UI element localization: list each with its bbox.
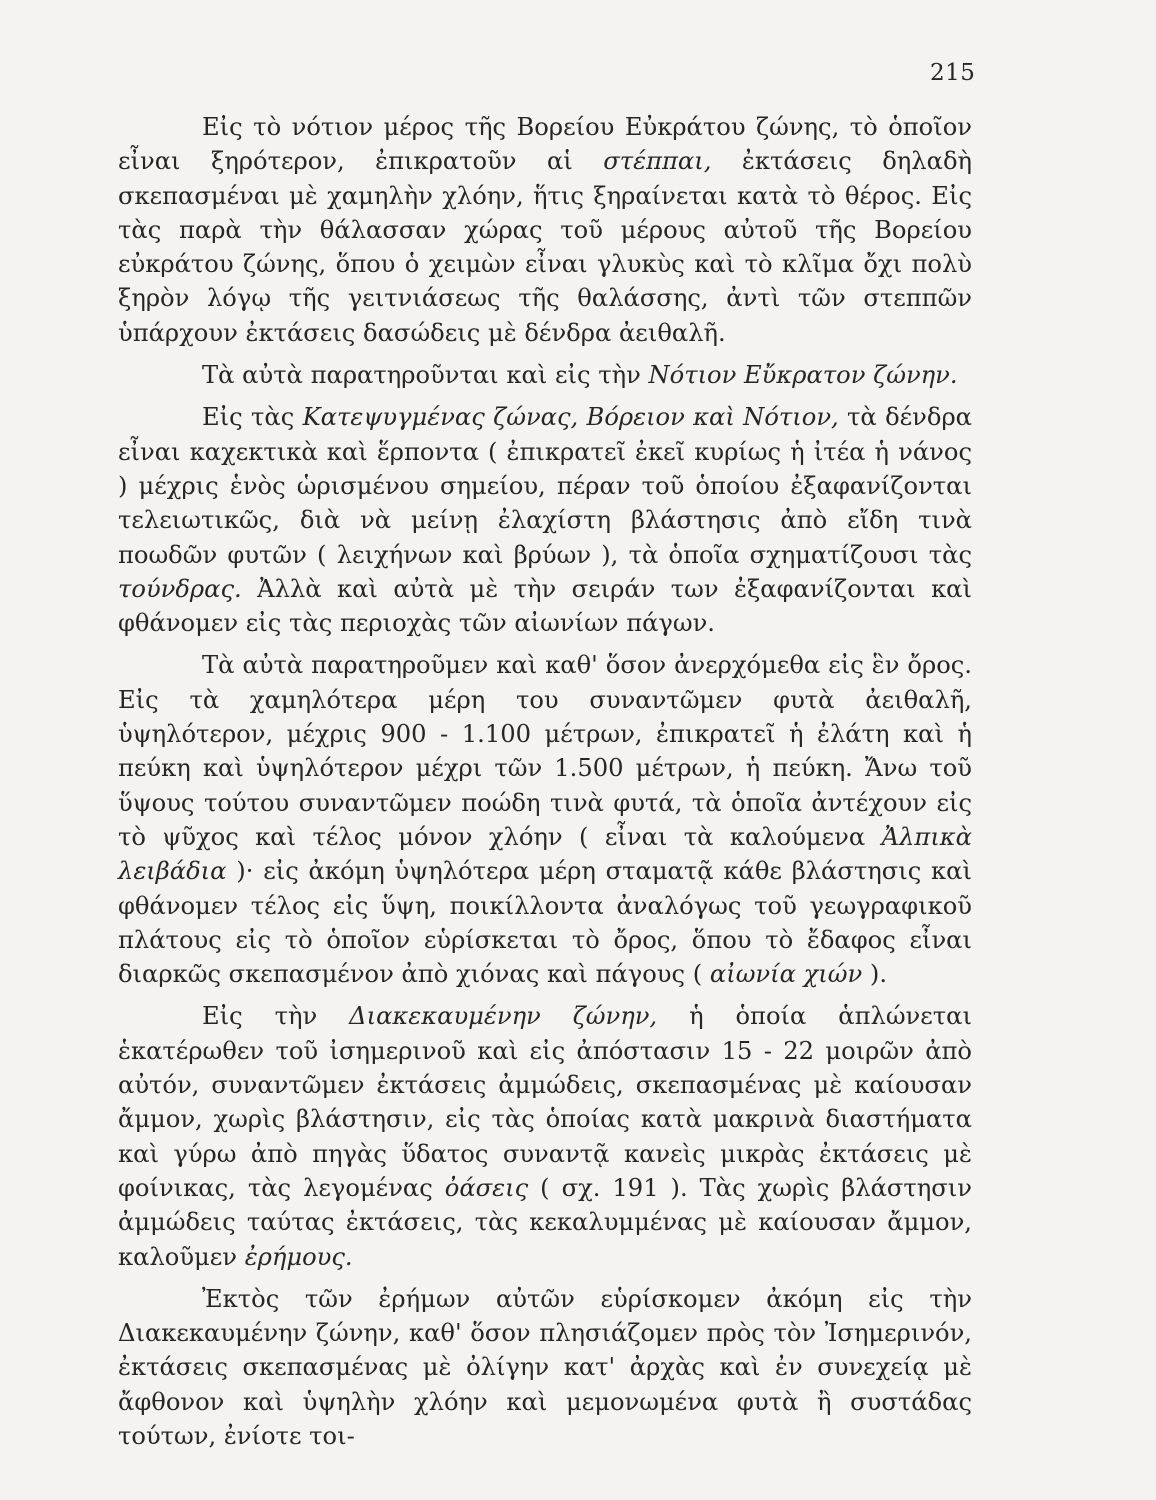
page-number: 215 <box>930 60 976 86</box>
text-run: ἐκτάσεις δηλαδὴ σκεπασμέναι μὲ χαμηλὴν χλόην, ἥτις ξηραίνεται κατὰ τὸ θέρος. Εἰς τὰς παρὰ τὴν θάλασσαν χώρας τοῦ μέρους αὐτοῦ τῆς Βορείου εὐκράτου ζώνης, ὅπου ὁ χειμὼν εἶναι γλυκὺς καὶ τὸ κλῖμα ὄχι πολὺ ξηρὸν λόγῳ τῆς γειτνιάσεως τῆς θαλάσσης, ἀντὶ τῶν στεππῶν ὑπάρχουν ἐκτάσεις δασώδεις μὲ δένδρα ἀειθαλῆ. <box>118 147 973 347</box>
text-run: Εἰς τὰς <box>202 403 303 432</box>
text-run: Εἰς τὸ νότιον μέρος τῆς Βορείου Εὐκράτου ζώνης, τὸ ὁποῖον εἶναι ξηρότερον, ἐπικρατοῦν αἱ <box>118 113 972 176</box>
body-text <box>118 110 972 1453</box>
italic-term: Νότιον Εὔκρατον ζώνην. <box>648 361 958 390</box>
italic-term: Ἀλπικὰ λειβάδια <box>118 822 972 886</box>
paragraph-frigid-zones <box>118 400 972 640</box>
paragraph-northern-temperate <box>118 110 972 350</box>
paragraph-southern-temperate <box>118 358 972 392</box>
italic-term: ὀάσεις <box>444 1173 529 1202</box>
text-run: )· εἰς ἀκόμη ὑψηλότερα μέρη σταματᾷ κάθε βλάστησις καὶ φθάνομεν τέλος εἰς ὕψη, ποικίλλοντα ἀναλόγως τοῦ γεωγραφικοῦ πλάτους εἰς τὸ ὁποῖον εὑρίσκεται τὸ ὄρος, ὅπου τὸ ἔδαφος εἶναι διαρκῶς σκεπασμένον ἀπὸ χιόνας καὶ πάγους ( <box>118 857 972 989</box>
text-run: Ἐκτὸς τῶν ἐρήμων αὐτῶν εὑρίσκομεν ἀκόμη εἰς τὴν Διακεκαυμένην ζώνην, καθ' ὅσον πλησιάζομεν πρὸς τὸν Ἰσημερινόν, ἐκτάσεις σκεπασμένας μὲ ὀλίγην κατ' ἀρχὰς καὶ ἐν συνεχείᾳ μὲ ἄφθονον καὶ ὑψηλὴν χλόην καὶ μεμονωμένα φυτὰ ἢ συστάδας τούτων, ἐνίοτε τοι- <box>118 1284 972 1450</box>
paragraph-equatorial-grasslands <box>118 1282 972 1453</box>
text-run: ( σχ. 191 ). Τὰς χωρὶς βλάστησιν ἀμμώδεις ταύτας ἐκτάσεις, τὰς κεκαλυμμένας μὲ καίουσαν ἄμμον, καλοῦμεν <box>118 1173 972 1271</box>
text-run: Εἰς τὴν <box>202 1002 350 1031</box>
italic-term: τούνδρας. <box>118 574 242 603</box>
text-run: Τὰ αὐτὰ παρατηροῦνται καὶ εἰς τὴν <box>202 361 649 390</box>
italic-term: στέππαι, <box>603 147 712 176</box>
text-run: τὰ δένδρα εἶναι καχεκτικὰ καὶ ἕρποντα ( ἐπικρατεῖ ἐκεῖ κυρίως ἡ ἰτέα ἡ νάνος ) μέχρις ἑνὸς ὡρισμένου σημείου, πέραν τοῦ ὁποίου ἐξαφανίζονται τελειωτικῶς, διὰ νὰ μείνῃ ἐλαχίστη βλάστησις ἀπὸ εἴδη τινὰ ποωδῶν φυτῶν ( λειχήνων καὶ βρύων ), τὰ ὁποῖα σχηματίζουσι τὰς <box>118 403 972 569</box>
paragraph-mountain-zones <box>118 648 972 991</box>
text-run: Ἀλλὰ καὶ αὐτὰ μὲ τὴν σειράν των ἐξαφανίζονται καὶ φθάνομεν εἰς τὰς περιοχὰς τῶν αἰωνίων πάγων. <box>118 574 972 638</box>
italic-term: Κατεψυγμένας ζώνας, Βόρειον καὶ Νότιον, <box>302 403 839 432</box>
italic-term: ἐρήμους. <box>244 1242 353 1271</box>
paragraph-torrid-zone <box>118 999 972 1273</box>
text-run: ). <box>862 960 888 989</box>
text-run: ἡ ὁποία ἁπλώνεται ἑκατέρωθεν τοῦ ἰσημερινοῦ καὶ εἰς ἀπόστασιν 15 - 22 μοιρῶν ἀπὸ αὐτόν, συναντῶμεν ἐκτάσεις ἀμμώδεις, σκεπασμένας μὲ καίουσαν ἄμμον, χωρὶς βλάστησιν, εἰς τὰς ὁποίας κατὰ μακρινὰ διαστήματα καὶ γύρω ἀπὸ πηγὰς ὕδατος συναντᾷ κανεὶς μικρὰς ἐκτάσεις μὲ φοίνικας, τὰς λεγομένας <box>118 1002 972 1202</box>
italic-term: Διακεκαυμένην ζώνην, <box>349 1002 658 1031</box>
text-run: Τὰ αὐτὰ παρατηροῦμεν καὶ καθ' ὅσον ἀνερχόμεθα εἰς ἓν ὄρος. Εἰς τὰ χαμηλότερα μέρη του συναντῶμεν φυτὰ ἀειθαλῆ, ὑψηλότερον, μέχρις 900 - 1.100 μέτρων, ἐπικρατεῖ ἡ ἐλάτη καὶ ἡ πεύκη καὶ ὑψηλότερον μέχρι τῶν 1.500 μέτρων, ἡ πεύκη. Ἄνω τοῦ ὕψους τούτου συναντῶμεν ποώδη τινὰ φυτά, τὰ ὁποῖα ἀντέχουν εἰς τὸ ψῦχος καὶ τέλος μόνον χλόην ( εἶναι τὰ καλούμενα <box>118 651 972 851</box>
italic-term: αἰωνία χιών <box>709 960 863 989</box>
